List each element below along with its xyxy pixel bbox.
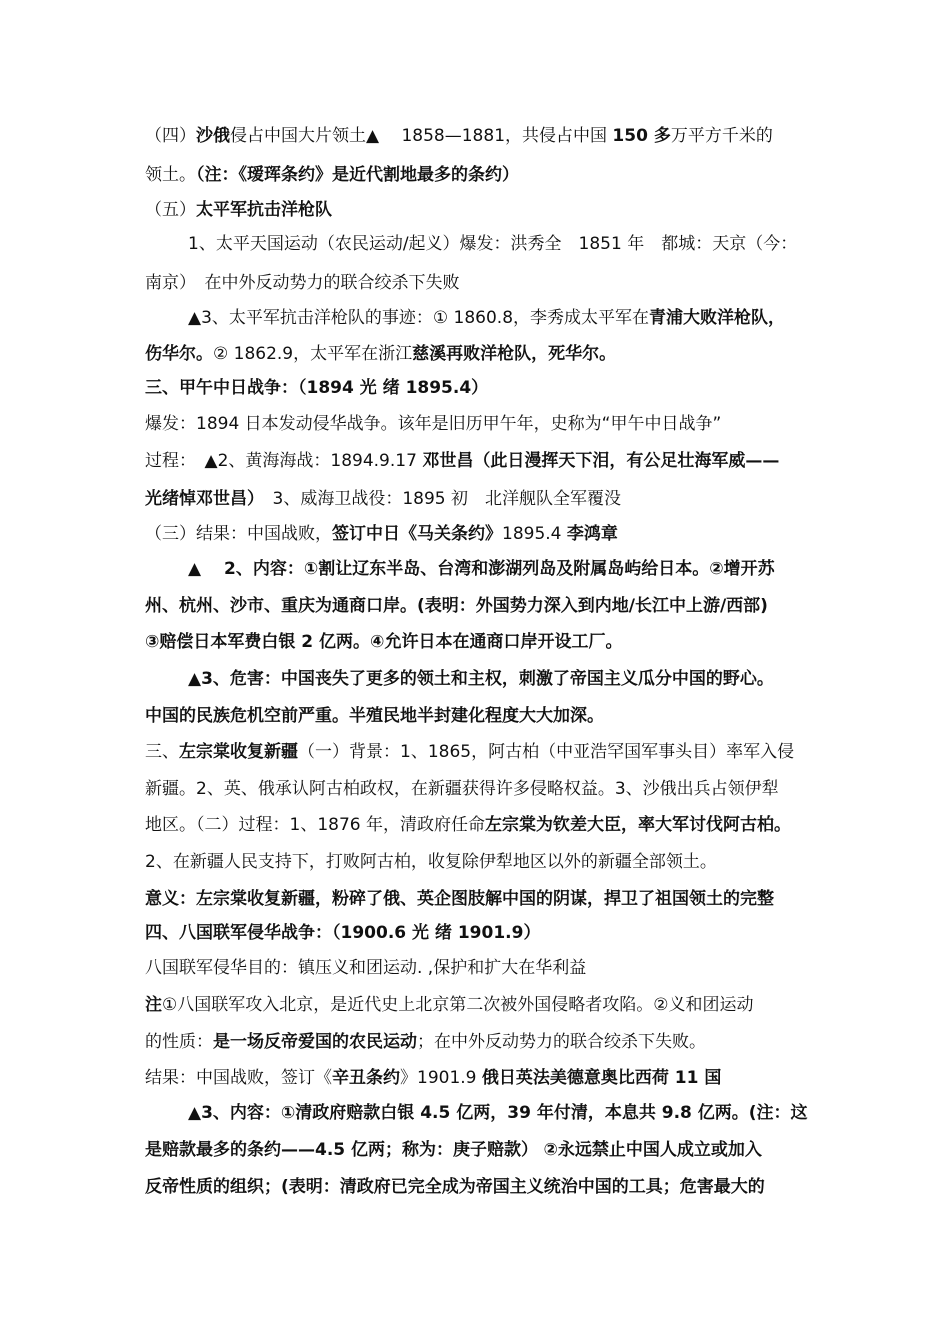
text-run: （一）背景：1、1865，阿古柏（中亚浩罕国军事头目）率军入侵 — [298, 742, 795, 762]
text-line — [145, 921, 540, 945]
text-run: 领土。 — [145, 165, 196, 185]
text-line — [188, 1101, 808, 1125]
text-line — [145, 594, 768, 618]
text-run: 地区。（二）过程：1、1876 年，清政府任命 — [145, 815, 485, 835]
bold-text-run: 左宗棠为钦差大臣，率大军讨伐阿古柏。 — [484, 815, 791, 835]
text-run: 新疆。2、英、俄承认阿古柏政权，在新疆获得许多侵略权益。3、沙俄出兵占领伊犁 — [145, 779, 779, 799]
bold-text-run: ▲3、内容：①清政府赔款白银 4.5 亿两，39 年付清，本息共 9.8 亿两。(注：这 — [188, 1103, 808, 1123]
text-line — [145, 813, 791, 837]
text-run: （四） — [145, 126, 196, 146]
text-run: 侵占中国大片领土 — [230, 126, 366, 146]
bold-text-run: ③赔偿日本军费白银 2 亿两。④允许日本在通商口岸开设工厂。 — [145, 632, 623, 652]
bold-text-run: 慈溪再败洋枪队，死华尔。 — [412, 344, 617, 364]
bold-text-run: 李鸿章 — [566, 524, 618, 544]
bold-text-run: 太平军抗击洋枪队 — [196, 200, 332, 220]
text-run: 的性质： — [145, 1032, 213, 1052]
bold-text-run: 签订中日《马关条约》 — [332, 524, 502, 544]
bold-text-run: 注 — [145, 995, 162, 1015]
text-line — [145, 630, 622, 654]
text-line — [188, 306, 785, 330]
bold-text-run: ▲ 2、内容：①割让辽东半岛、台湾和澎湖列岛及附属岛屿给日本。②增开苏 — [188, 559, 775, 579]
text-line — [145, 271, 460, 295]
text-line — [145, 1030, 706, 1054]
bold-text-run: ②永远禁止中国人成立或加入 — [543, 1140, 762, 1160]
bold-text-run: 左宗棠收复新疆 — [179, 742, 298, 762]
bold-text-run: 光绪悼邓世昌） — [145, 489, 256, 509]
text-line — [145, 163, 519, 187]
text-line — [145, 956, 586, 980]
bold-text-run: 沙俄 — [196, 126, 230, 146]
text-run: 八国联军侵华目的：镇压义和团运动. ,保护和扩大在华利益 — [145, 958, 587, 978]
bold-text-run: 俄日英法美德意奥比西荷 11 国 — [481, 1068, 722, 1088]
text-run: 3、威海卫战役：1895 初 北洋舰队全军覆没 — [255, 489, 621, 509]
bold-text-run: ▲ — [204, 451, 218, 471]
text-line — [188, 232, 797, 256]
text-run: 万平方千米的 — [670, 126, 773, 146]
text-run: 1895.4 — [502, 524, 567, 544]
bold-text-run: 青浦大败洋枪队， — [649, 308, 786, 328]
bold-text-run: 州、杭州、沙市、重庆为通商口岸。(表明：外国势力深入到内地/长江中上游/西部) — [145, 596, 768, 616]
bold-text-run: 是一场反帝爱国的农民运动 — [213, 1032, 417, 1052]
text-run: 过程： — [145, 451, 205, 471]
text-run: 3、太平军抗击洋枪队的事迹：① 1860.8，李秀成太平军在 — [201, 308, 650, 328]
bold-text-run: 伤华尔。 — [145, 344, 213, 364]
text-line — [145, 522, 618, 546]
text-line — [145, 1138, 762, 1162]
text-run: 爆发：1894 日本发动侵华战争。该年是旧历甲午年，史称为“甲午中日战争” — [145, 414, 722, 434]
text-line — [145, 376, 488, 400]
text-run: 1858—1881，共侵占中国 — [379, 126, 613, 146]
bold-text-run: ▲ — [188, 308, 202, 328]
text-run: 2、黄海海战：1894.9.17 — [217, 451, 423, 471]
text-line — [145, 704, 604, 728]
text-run: ② 1862.9，太平军在浙江 — [213, 344, 413, 364]
text-line — [145, 342, 616, 366]
bold-text-run: ▲3、危害：中国丧失了更多的领土和主权，刺激了帝国主义瓜分中国的野心。 — [188, 669, 774, 689]
text-line — [145, 198, 332, 222]
text-line — [145, 993, 753, 1017]
text-run: 南京） 在中外反动势力的联合绞杀下失败 — [145, 273, 460, 293]
text-run: （五） — [145, 200, 196, 220]
text-line — [145, 412, 721, 436]
bold-text-run: （注：《瑷珲条约》是近代割地最多的条约） — [196, 165, 519, 185]
text-run: 》1901.9 — [400, 1068, 482, 1088]
text-line — [145, 1175, 765, 1199]
bold-text-run: 是赔款最多的条约——4.5 亿两；称为：庚子赔款） — [145, 1140, 539, 1160]
bold-text-run: ▲ — [366, 126, 380, 146]
text-line — [145, 850, 717, 874]
text-run: ①八国联军攻入北京，是近代史上北京第二次被外国侵略者攻陷。②义和团运动 — [162, 995, 754, 1015]
text-line — [188, 667, 774, 691]
text-line — [145, 777, 779, 801]
bold-text-run: 反帝性质的组织；(表明：清政府已完全成为帝国主义统治中国的工具；危害最大的 — [145, 1177, 765, 1197]
text-run: ；在中外反动势力的联合绞杀下失败。 — [417, 1032, 706, 1052]
text-line — [145, 740, 794, 764]
bold-text-run: 三、甲午中日战争：（1894 光 绪 1895.4） — [145, 378, 489, 398]
text-line — [145, 487, 621, 511]
bold-text-run: 150 多 — [612, 126, 671, 146]
bold-text-run: 意义：左宗棠收复新疆，粉碎了俄、英企图肢解中国的阴谋，捍卫了祖国领土的完整 — [145, 889, 774, 909]
text-line — [145, 449, 779, 473]
bold-text-run: 辛丑条约 — [332, 1068, 400, 1088]
text-run: （三）结果：中国战败， — [145, 524, 332, 544]
text-line — [188, 557, 775, 581]
text-run: 结果：中国战败，签订《 — [145, 1068, 332, 1088]
bold-text-run: 邓世昌（此日漫挥天下泪，有公足壮海军威—— — [422, 451, 780, 471]
text-run: 三、 — [145, 742, 179, 762]
text-line — [145, 124, 773, 148]
bold-text-run: 中国的民族危机空前严重。半殖民地半封建化程度大大加深。 — [145, 706, 604, 726]
text-line — [145, 887, 774, 911]
bold-text-run: 四、八国联军侵华战争：（1900.6 光 绪 1901.9） — [145, 923, 541, 943]
text-line — [145, 1066, 721, 1090]
text-run: 2、在新疆人民支持下，打败阿古柏，收复除伊犁地区以外的新疆全部领土。 — [145, 852, 717, 872]
text-run: 1、太平天国运动（农民运动/起义）爆发：洪秀全 1851 年 都城：天京（今： — [188, 234, 798, 254]
